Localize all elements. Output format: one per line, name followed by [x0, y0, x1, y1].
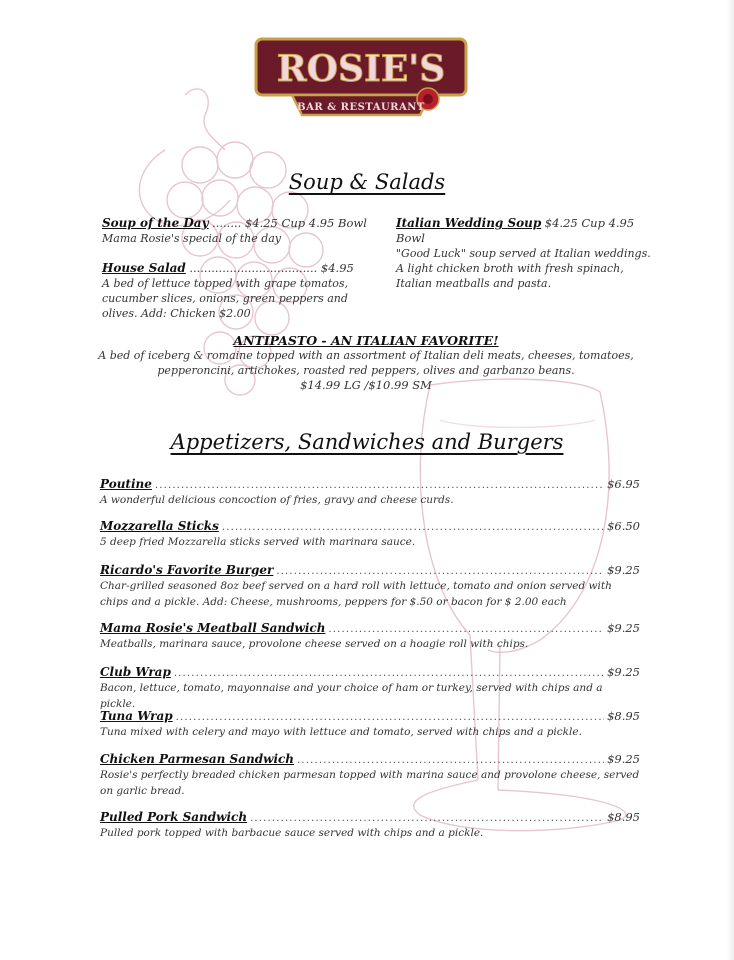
menu-item — [100, 621, 640, 652]
menu-item — [100, 563, 640, 610]
menu-item-soup-of-the-day — [102, 216, 372, 246]
item-title: Italian Wedding Soup — [396, 216, 542, 230]
leader-dots — [276, 566, 604, 577]
leader-dots — [155, 480, 604, 491]
item-header — [100, 709, 640, 723]
menu-item — [100, 709, 640, 740]
item-title: Club Wrap — [100, 665, 171, 679]
menu-item-house-salad — [102, 261, 372, 321]
item-desc: Char-grilled seasoned 8oz beef served on a hard roll with lettuce, tomato and onion served with chips and a pickle. Add: Cheese, mushrooms, peppers for $.50 or bacon for $ 2.00 each — [100, 580, 612, 608]
item-price: $4.25 Cup 4.95 Bowl — [396, 216, 635, 245]
item-desc: Rosie's perfectly breaded chicken parmesan topped with marina sauce and provolone cheese, served on garlic bread. — [100, 769, 640, 797]
item-desc: Tuna mixed with celery and mayo with lettuce and tomato, served with chips and a pickle. — [100, 726, 582, 738]
item-header — [100, 665, 640, 679]
leader-dots — [328, 624, 604, 635]
item-title: Soup of the Day — [102, 216, 209, 230]
item-desc: 5 deep fried Mozzarella sticks served with marinara sauce. — [100, 536, 416, 548]
item-price: $6.50 — [607, 519, 640, 533]
item-price: $8.95 — [607, 810, 640, 824]
menu-item-antipasto — [90, 333, 642, 393]
item-desc: Bacon, lettuce, tomato, mayonnaise and your choice of ham or turkey, served with chips and a pickle. — [100, 682, 603, 710]
item-desc: A bed of lettuce topped with grape tomatos, cucumber slices, onions, green peppers and olives. Add: Chicken $2.00 — [102, 277, 349, 320]
item-desc: Meatballs, marinara sauce, provolone cheese served on a hoagie roll with chips. — [100, 638, 529, 650]
item-price: $9.25 — [607, 665, 640, 679]
menu-item — [100, 752, 640, 799]
item-header — [100, 752, 640, 766]
item-price: ........ $4.25 Cup 4.95 Bowl — [212, 216, 367, 230]
item-price: $9.25 — [607, 621, 640, 635]
leader-dots — [174, 668, 604, 679]
item-title: Mozzarella Sticks — [100, 519, 219, 533]
item-title: ANTIPASTO - AN ITALIAN FAVORITE! — [233, 333, 499, 348]
section-heading-appetizers: Appetizers, Sandwiches and Burgers — [170, 430, 564, 454]
item-header — [100, 621, 640, 635]
item-title: House Salad — [102, 261, 186, 275]
item-title: Mama Rosie's Meatball Sandwich — [100, 621, 326, 635]
item-price: $9.25 — [607, 752, 640, 766]
page-edge-shadow — [726, 0, 734, 960]
item-header — [100, 519, 640, 533]
section-heading-soup-salads: Soup & Salads — [288, 170, 446, 194]
leader-dots — [222, 522, 604, 533]
menu-item — [100, 665, 640, 712]
item-price: ................................... $4.95 — [189, 261, 354, 275]
item-price: $14.99 LG /$10.99 SM — [300, 378, 432, 392]
item-price: $6.95 — [607, 477, 640, 491]
item-price: $8.95 — [607, 709, 640, 723]
item-desc: A bed of iceberg & romaine topped with an assortment of Italian deli meats, cheeses, tomatoes, pepperoncini, artichokes, roasted red peppers, olives and garbanzo beans. — [98, 349, 634, 377]
item-title: Tuna Wrap — [100, 709, 173, 723]
item-title: Pulled Pork Sandwich — [100, 810, 248, 824]
menu-item — [100, 477, 640, 508]
item-desc: A wonderful delicious concoction of fries, gravy and cheese curds. — [100, 494, 454, 506]
logo-tagline: BAR & RESTAURANT — [297, 102, 425, 113]
item-header — [100, 563, 640, 577]
item-desc: "Good Luck" soup served at Italian weddings. A light chicken broth with fresh spinach, Italian meatballs and pasta. — [396, 247, 651, 290]
leader-dots — [250, 813, 604, 824]
item-title: Poutine — [100, 477, 152, 491]
item-title: Ricardo's Favorite Burger — [100, 563, 274, 577]
leader-dots — [297, 755, 604, 766]
menu-item-italian-wedding-soup — [396, 216, 656, 291]
item-desc: Pulled pork topped with barbacue sauce served with chips and a pickle. — [100, 827, 484, 839]
item-header — [100, 810, 640, 824]
item-price: $9.25 — [607, 563, 640, 577]
item-desc: Mama Rosie's special of the day — [102, 232, 282, 245]
restaurant-logo — [252, 33, 470, 119]
item-title: Chicken Parmesan Sandwich — [100, 752, 295, 766]
leader-dots — [176, 712, 604, 723]
menu-item — [100, 519, 640, 550]
logo-name: ROSIE'S — [276, 48, 446, 90]
item-header — [100, 477, 640, 491]
menu-item — [100, 810, 640, 841]
